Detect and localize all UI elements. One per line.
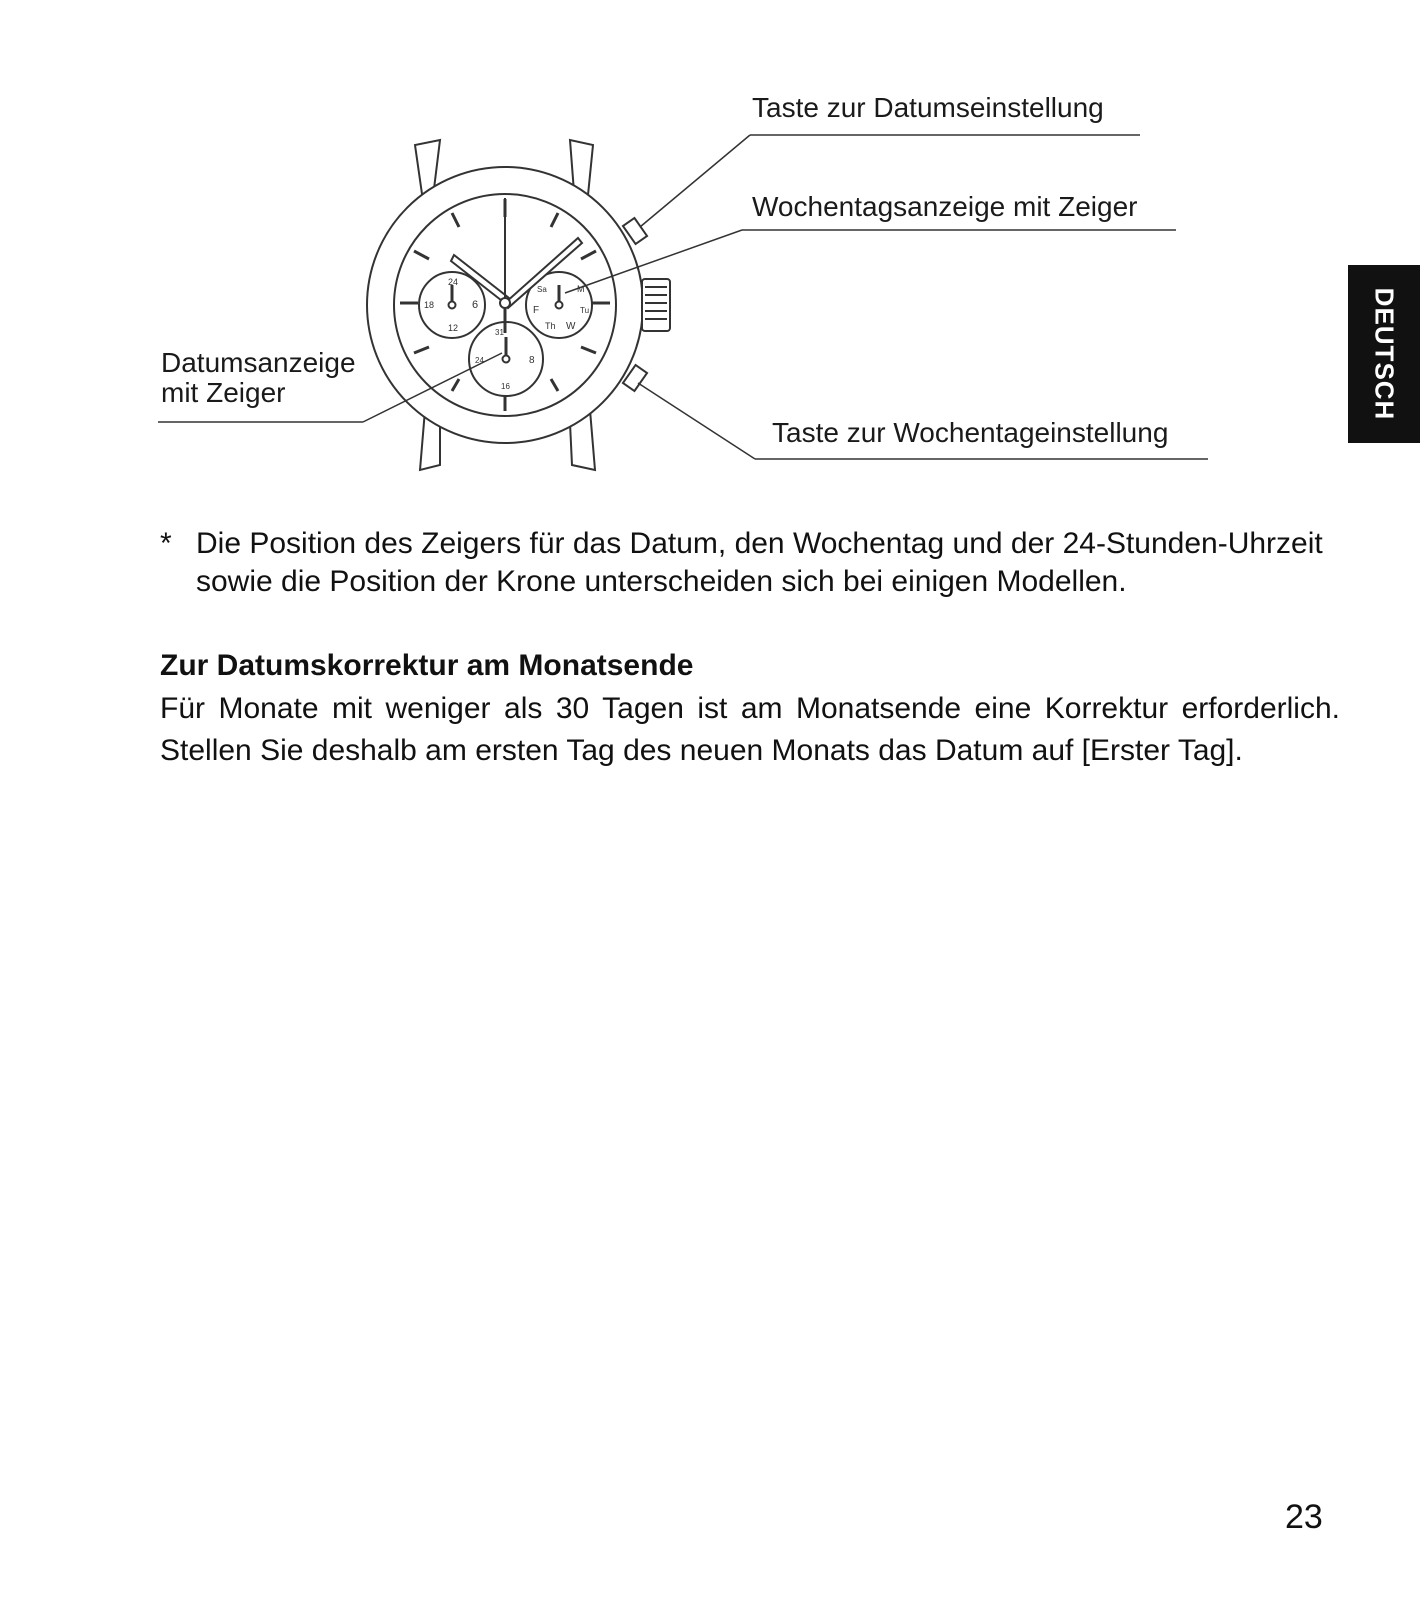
subdial-left-bottom: 12 xyxy=(448,323,459,333)
language-tab xyxy=(1348,265,1420,443)
watch-diagram xyxy=(150,85,1240,495)
subdial-left-top: 24 xyxy=(448,277,459,287)
subdial-right-f: F xyxy=(533,305,540,316)
label-date-setting-button: Taste zur Datumseinstellung xyxy=(752,92,1104,123)
footnote xyxy=(160,525,1340,601)
subdial-left-right: 6 xyxy=(472,299,479,311)
subdial-right-m: M xyxy=(577,284,585,294)
subdial-right-sa: Sa xyxy=(537,285,547,294)
subdial-bottom-right: 8 xyxy=(529,355,535,366)
language-tab-label: DEUTSCH xyxy=(1369,287,1400,421)
subdial-bottom-top: 31 xyxy=(495,328,504,337)
footnote-marker: * xyxy=(160,527,172,560)
page-number: 23 xyxy=(1285,1498,1323,1536)
subdial-right-w: W xyxy=(566,321,576,332)
subdial-right-tu: Tu xyxy=(580,306,590,315)
label-weekday-display: Wochentagsanzeige mit Zeiger xyxy=(752,191,1138,222)
label-weekday-setting-button: Taste zur Wochentageinstellung xyxy=(772,417,1169,448)
subdial-left-left: 18 xyxy=(424,300,435,310)
label-date-display: Datumsanzeige mit Zeiger xyxy=(161,347,356,408)
footnote-text: Die Position des Zeigers für das Datum, den Wochentag und der 24-Stunden-Uhrzeit sowie die Position der Krone unterscheiden sich bei einigen Modellen. xyxy=(196,527,1323,598)
section-heading: Zur Datumskorrektur am Monatsende xyxy=(160,649,694,682)
subdial-bottom-left: 24 xyxy=(475,356,484,365)
section-body: Für Monate mit weniger als 30 Tagen ist am Monatsende eine Korrektur erforderlich. Stellen Sie deshalb am ersten Tag des neuen Monats das Datum auf [Erster Tag]. xyxy=(160,692,1340,767)
subdial-right-th: Th xyxy=(545,321,556,331)
subdial-bottom-bottom: 16 xyxy=(501,382,510,391)
